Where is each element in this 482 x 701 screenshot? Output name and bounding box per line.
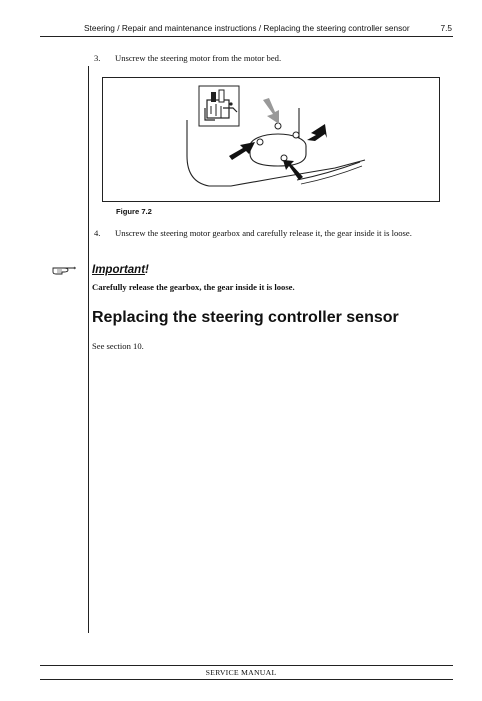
screw-right-icon — [293, 132, 299, 138]
header-divider — [40, 36, 453, 37]
pointing-hand-icon — [52, 263, 76, 281]
arrow-right-icon — [307, 124, 327, 141]
step-text: Unscrew the steering motor gearbox and carefully release it, the gear inside it is loose. — [115, 228, 412, 238]
figure-caption: Figure 7.2 — [116, 207, 152, 216]
figure-7-2 — [102, 77, 440, 202]
steering-motor-illustration — [103, 78, 439, 201]
step-number: 3. — [94, 53, 101, 63]
footer-divider-bottom — [40, 679, 453, 680]
section-body: See section 10. — [92, 341, 144, 351]
important-exclamation: ! — [145, 264, 149, 276]
important-text: Carefully release the gearbox, the gear inside it is loose. — [92, 282, 295, 292]
important-title — [92, 264, 149, 276]
step-number: 4. — [94, 228, 101, 238]
step-text: Unscrew the steering motor from the motor bed. — [115, 53, 282, 63]
screw-top-icon — [275, 123, 281, 129]
section-heading: Replacing the steering controller sensor — [92, 309, 399, 326]
screw-left-icon — [257, 139, 263, 145]
important-label: Important — [92, 264, 146, 276]
margin-rule — [88, 66, 89, 633]
page-number: 7.5 — [440, 23, 452, 33]
grey-arrow-icon — [263, 98, 279, 124]
header-breadcrumb: Steering / Repair and maintenance instructions / Replacing the steering controller sensor — [84, 23, 410, 33]
footer-text: SERVICE MANUAL — [205, 668, 277, 677]
footer-divider-top — [40, 665, 453, 666]
